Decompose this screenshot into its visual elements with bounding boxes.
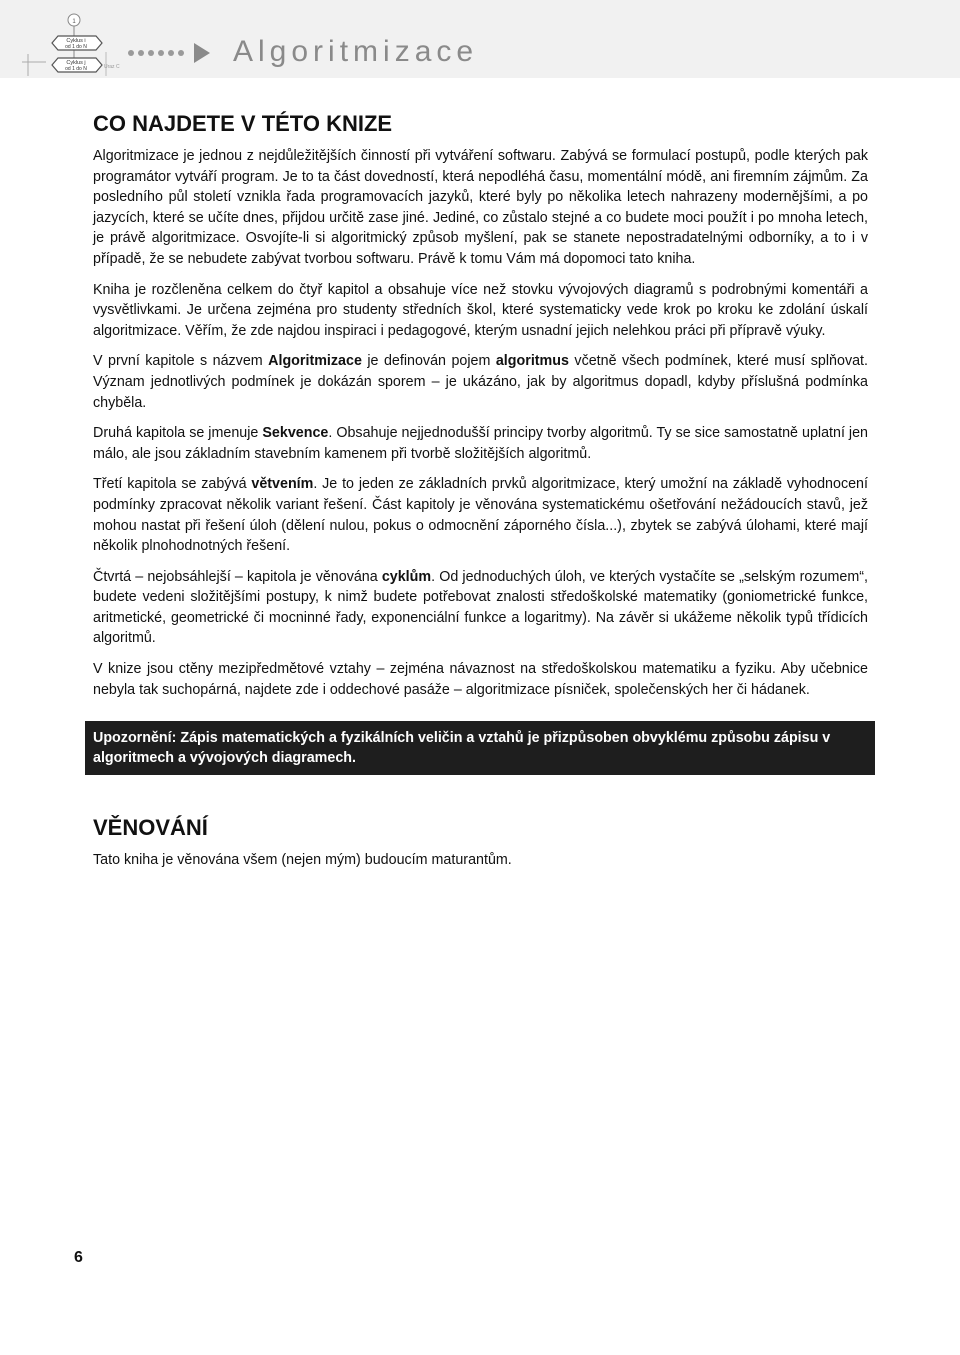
page-number: 6 — [74, 1249, 83, 1266]
header-dots-arrow-icon — [128, 38, 210, 68]
term-algoritmus: algoritmus — [495, 353, 569, 370]
paragraph-interdisciplinary: V knize jsou ctěny mezipředmětové vztahy – zejména návaznost na středoškolskou matematiku a fyziku. Aby učebnice nebyla tak suchopárná, najdete zde i oddechové pasáže – algoritmizace písniček, společenských her či hádanek. — [93, 661, 868, 698]
paragraph-chapter-1: V první kapitole s názvem Algoritmizace je definován pojem algoritmus včetně všech podmínek, které musí splňovat. Význam jednotlivých podmínek je dokázán sporem – je ukázáno, jak by algoritmus dopadl, kdyby příslušná podmínka chyběla. — [93, 353, 868, 411]
page-header — [0, 0, 960, 78]
logo-box2-line2: od 1 do N — [65, 66, 87, 72]
term-vetveni: větvením — [251, 476, 314, 493]
paragraph-chapter-3: Třetí kapitola se zabývá větvením. Je to jeden ze základních prvků algoritmizace, který umožní na základě vyhodnocení podmínky zpracovat několik variant řešení. Část kapitoly je věnována systematickému ošetřování nežádoucích stavů, jež mohou nastat při řešení úloh (dělení nulou, pokus o odmocnění záporného čísla...), zbytek se zabývá úlohami, které mají několik plnohodnotných řešení. — [93, 476, 868, 555]
section-title-dedication: VĚNOVÁNÍ — [93, 815, 208, 840]
logo-box1-line2: od 1 do N — [65, 44, 87, 50]
term-cyklum: cyklům — [381, 568, 432, 585]
term-algoritmizace: Algoritmizace — [268, 353, 362, 370]
term-sekvence: Sekvence — [262, 425, 329, 442]
notice-box: Upozornění: Zápis matematických a fyzikálních veličin a vztahů je přizpůsoben obvyklému způsobu zápisu v algoritmech a vývojových diagramech. — [85, 721, 875, 775]
logo-node-label: 1 — [72, 19, 76, 25]
logo-box1-line1: Cyklus i — [66, 38, 86, 44]
logo-side-text: Uraz C — [104, 64, 120, 70]
arrow-right-icon — [194, 43, 210, 63]
section-title-contents: CO NAJDETE V TÉTO KNIZE — [93, 111, 393, 136]
paragraph-chapter-2: Druhá kapitola se jmenuje Sekvence. Obsahuje nejjednodušší principy tvorby algoritmů. Ty se sice samostatně uplatní jen málo, ale jsou základním stavebním kamenem při tvorbě složitějších algoritmů. — [93, 425, 868, 462]
logo-box2-line1: Cyklus j — [66, 60, 86, 66]
paragraph-dedication: Tato kniha je věnována všem (nejen mým) budoucím maturantům. — [93, 852, 512, 868]
main-content — [93, 108, 868, 710]
dedication-section — [93, 812, 868, 881]
paragraph-intro: Algoritmizace je jednou z nejdůležitějších činností při vytváření softwaru. Zabývá se formulací postupů, podle kterých pak programátor vytváří program. Je to ta část dovedností, která nepodléhá času, momentální módě, ani firemním zájmům. Za posledního půl století vznikla řada programovacích jazyků, které byly po několika letech nahrazeny modernějšími, a po jazycích, které se učíte dnes, přijdou určitě zase jiné. Jediné, co zůstalo stejné a co budete moci použít i po mnoha letech, je právě algoritmizace. Osvojíte-li si algoritmický způsob myšlení, pak se stanete nepostradatelnými odborníky, a to i v případě, že se nebudete zabývat tvorbou softwaru. Právě k tomu Vám má dopomoci tato kniha. — [93, 148, 868, 267]
running-header-title: Algoritmizace — [233, 35, 479, 68]
paragraph-structure: Kniha je rozčleněna celkem do čtyř kapitol a obsahuje více než stovku vývojových diagramů s podrobnými komentáři a vysvětlivkami. Je určena zejména pro studenty středních škol, které systematicky vede krok po kroku ke zdolání úskalí algoritmizace. Věřím, že zde najdou inspiraci i pedagogové, kterým usnadní jejich nelehkou práci při přípravě výuky. — [93, 281, 868, 339]
flowchart-logo-icon — [18, 6, 118, 76]
paragraph-chapter-4: Čtvrtá – nejobsáhlejší – kapitola je věnována cyklům. Od jednoduchých úloh, ve kterých vystačíte se „selským rozumem“, budete vedeni složitějšími postupy, k nimž budete potřebovat znalosti středoškolské matematiky (goniometrické funkce, aritmetické, geometrické či mocninné řady, exponenciální funkce a logaritmy). Na závěr si ukážeme několik typů třídicích algoritmů. — [93, 568, 868, 647]
